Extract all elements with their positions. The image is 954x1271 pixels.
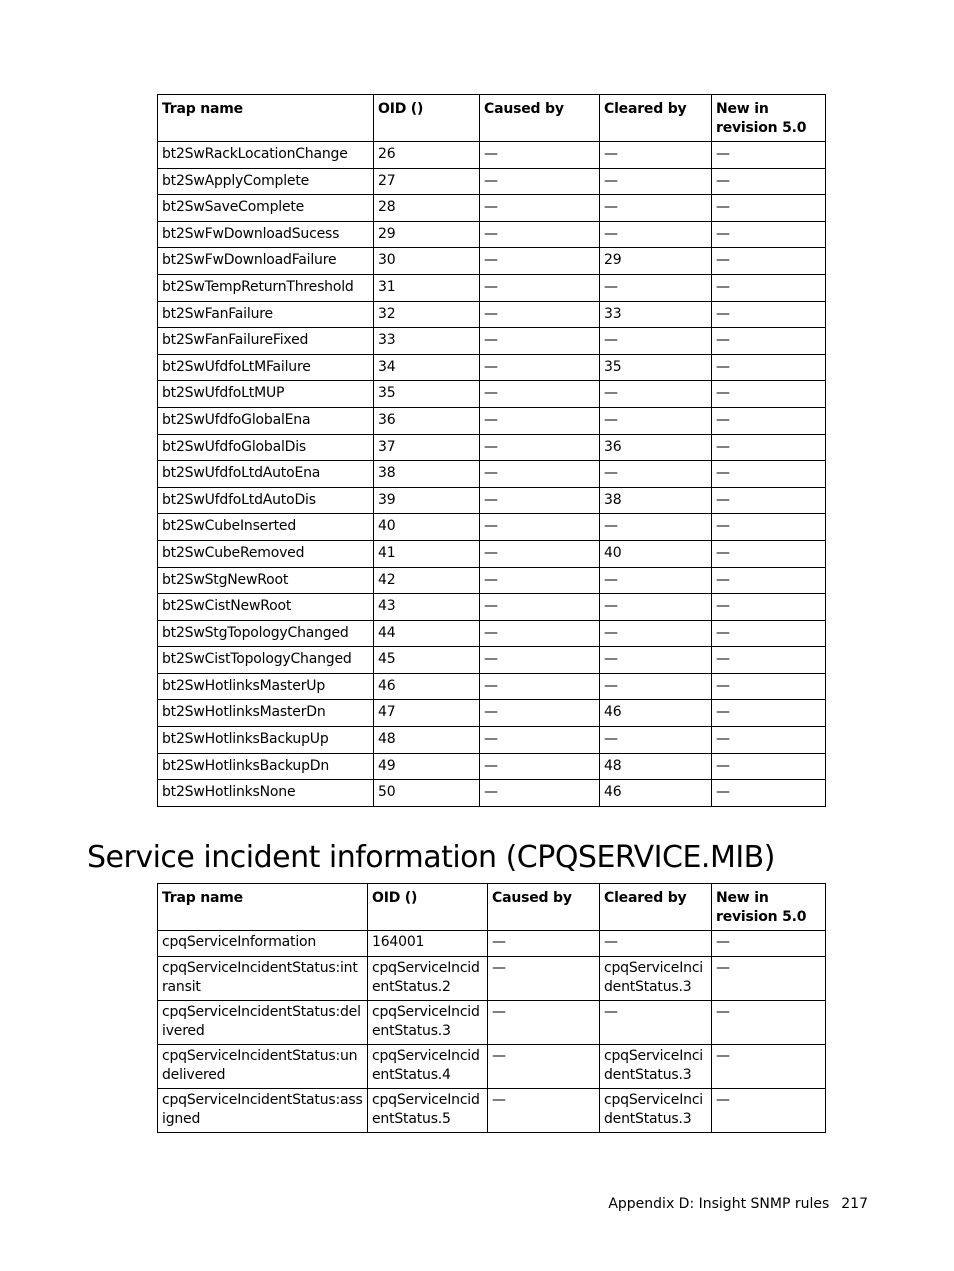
table-row	[158, 1089, 826, 1133]
cell-caused-by: —	[488, 1089, 600, 1133]
cell-oid: cpqServiceIncidentStatus.5	[368, 1089, 488, 1133]
cell-oid: 27	[374, 168, 480, 195]
header-new-in-revision: New in revision 5.0	[712, 95, 826, 142]
cell-trap-name: bt2SwUfdfoLtdAutoEna	[158, 461, 374, 488]
cell-cleared-by: —	[600, 274, 712, 301]
cell-trap-name: bt2SwUfdfoLtdAutoDis	[158, 487, 374, 514]
table-row	[158, 248, 826, 275]
cell-trap-name: bt2SwFwDownloadFailure	[158, 248, 374, 275]
cell-caused-by: —	[480, 540, 600, 567]
cell-cleared-by: —	[600, 673, 712, 700]
table-row	[158, 301, 826, 328]
cell-caused-by: —	[480, 221, 600, 248]
table-row	[158, 274, 826, 301]
cell-oid: 31	[374, 274, 480, 301]
cell-new-in-revision: —	[712, 673, 826, 700]
header-trap-name: Trap name	[158, 884, 368, 931]
cell-trap-name: bt2SwHotlinksBackupDn	[158, 753, 374, 780]
cell-cleared-by: 29	[600, 248, 712, 275]
cell-new-in-revision: —	[712, 195, 826, 222]
cell-caused-by: —	[480, 780, 600, 807]
cell-cleared-by: 48	[600, 753, 712, 780]
page-number: 217	[841, 1196, 868, 1212]
cell-oid: 40	[374, 514, 480, 541]
table-row	[158, 594, 826, 621]
cell-trap-name: cpqServiceIncidentStatus:assigned	[158, 1089, 368, 1133]
cell-trap-name: cpqServiceIncidentStatus:undelivered	[158, 1045, 368, 1089]
header-oid: OID ()	[374, 95, 480, 142]
cell-cleared-by: cpqServiceIncidentStatus.3	[600, 1045, 712, 1089]
cell-oid: 33	[374, 328, 480, 355]
cell-oid: 50	[374, 780, 480, 807]
cell-trap-name: bt2SwFwDownloadSucess	[158, 221, 374, 248]
cell-new-in-revision: —	[712, 753, 826, 780]
cell-cleared-by: —	[600, 647, 712, 674]
table-row	[158, 753, 826, 780]
cell-oid: 48	[374, 727, 480, 754]
table-row	[158, 620, 826, 647]
cell-oid: 36	[374, 407, 480, 434]
cell-trap-name: bt2SwCistNewRoot	[158, 594, 374, 621]
cell-caused-by: —	[488, 1001, 600, 1045]
cell-cleared-by: 35	[600, 354, 712, 381]
cell-trap-name: bt2SwFanFailure	[158, 301, 374, 328]
cell-new-in-revision: —	[712, 328, 826, 355]
cell-oid: 43	[374, 594, 480, 621]
table-row	[158, 700, 826, 727]
cell-caused-by: —	[480, 487, 600, 514]
cell-caused-by: —	[488, 931, 600, 957]
table-row	[158, 727, 826, 754]
cell-trap-name: bt2SwUfdfoLtMFailure	[158, 354, 374, 381]
table-row	[158, 142, 826, 169]
cell-trap-name: bt2SwHotlinksNone	[158, 780, 374, 807]
cell-trap-name: cpqServiceIncidentStatus:delivered	[158, 1001, 368, 1045]
cell-oid: 47	[374, 700, 480, 727]
cell-new-in-revision: —	[712, 594, 826, 621]
trap-table-cpqservice	[157, 883, 826, 1133]
table-row	[158, 381, 826, 408]
cell-oid: 29	[374, 221, 480, 248]
cell-cleared-by: —	[600, 195, 712, 222]
cell-cleared-by: —	[600, 567, 712, 594]
cell-caused-by: —	[480, 673, 600, 700]
table-row	[158, 407, 826, 434]
header-cleared-by: Cleared by	[600, 95, 712, 142]
cell-caused-by: —	[480, 700, 600, 727]
cell-trap-name: bt2SwUfdfoLtMUP	[158, 381, 374, 408]
cell-cleared-by: —	[600, 1001, 712, 1045]
cell-cleared-by: —	[600, 328, 712, 355]
table-row	[158, 673, 826, 700]
cell-oid: 28	[374, 195, 480, 222]
cell-trap-name: bt2SwCistTopologyChanged	[158, 647, 374, 674]
cell-oid: 26	[374, 142, 480, 169]
header-new-in-revision: New in revision 5.0	[712, 884, 826, 931]
cell-cleared-by: —	[600, 221, 712, 248]
cell-trap-name: bt2SwApplyComplete	[158, 168, 374, 195]
cell-new-in-revision: —	[712, 567, 826, 594]
cell-new-in-revision: —	[712, 540, 826, 567]
cell-trap-name: bt2SwTempReturnThreshold	[158, 274, 374, 301]
cell-trap-name: cpqServiceIncidentStatus:intransit	[158, 957, 368, 1001]
cell-oid: 45	[374, 647, 480, 674]
cell-oid: 42	[374, 567, 480, 594]
cell-caused-by: —	[480, 168, 600, 195]
cell-caused-by: —	[480, 142, 600, 169]
cell-cleared-by: —	[600, 620, 712, 647]
cell-oid: 44	[374, 620, 480, 647]
cell-caused-by: —	[480, 620, 600, 647]
cell-oid: 39	[374, 487, 480, 514]
cell-oid: 41	[374, 540, 480, 567]
cell-oid: cpqServiceIncidentStatus.2	[368, 957, 488, 1001]
table-row	[158, 540, 826, 567]
cell-new-in-revision: —	[712, 142, 826, 169]
table-row	[158, 461, 826, 488]
cell-new-in-revision: —	[712, 700, 826, 727]
cell-new-in-revision: —	[712, 461, 826, 488]
cell-new-in-revision: —	[712, 931, 826, 957]
cell-oid: 35	[374, 381, 480, 408]
table-row	[158, 514, 826, 541]
cell-trap-name: bt2SwStgNewRoot	[158, 567, 374, 594]
cell-cleared-by: 36	[600, 434, 712, 461]
cell-trap-name: bt2SwStgTopologyChanged	[158, 620, 374, 647]
cell-new-in-revision: —	[712, 620, 826, 647]
table-row	[158, 354, 826, 381]
cell-oid: cpqServiceIncidentStatus.3	[368, 1001, 488, 1045]
cell-trap-name: bt2SwCubeInserted	[158, 514, 374, 541]
table-header-row	[158, 884, 826, 931]
cell-cleared-by: 33	[600, 301, 712, 328]
cell-new-in-revision: —	[712, 381, 826, 408]
cell-new-in-revision: —	[712, 274, 826, 301]
cell-caused-by: —	[480, 461, 600, 488]
table-row	[158, 957, 826, 1001]
cell-caused-by: —	[480, 381, 600, 408]
cell-trap-name: cpqServiceInformation	[158, 931, 368, 957]
cell-new-in-revision: —	[712, 487, 826, 514]
cell-new-in-revision: —	[712, 957, 826, 1001]
cell-new-in-revision: —	[712, 514, 826, 541]
cell-new-in-revision: —	[712, 780, 826, 807]
table-row	[158, 567, 826, 594]
cell-caused-by: —	[480, 727, 600, 754]
footer-text: Appendix D: Insight SNMP rules	[608, 1196, 830, 1212]
cell-trap-name: bt2SwUfdfoGlobalDis	[158, 434, 374, 461]
cell-trap-name: bt2SwHotlinksMasterDn	[158, 700, 374, 727]
cell-cleared-by: cpqServiceIncidentStatus.3	[600, 957, 712, 1001]
table-row	[158, 780, 826, 807]
cell-new-in-revision: —	[712, 1089, 826, 1133]
cell-cleared-by: —	[600, 381, 712, 408]
cell-new-in-revision: —	[712, 301, 826, 328]
cell-caused-by: —	[480, 301, 600, 328]
cell-oid: 164001	[368, 931, 488, 957]
cell-new-in-revision: —	[712, 168, 826, 195]
cell-trap-name: bt2SwRackLocationChange	[158, 142, 374, 169]
cell-cleared-by: —	[600, 142, 712, 169]
cell-new-in-revision: —	[712, 221, 826, 248]
header-cleared-by: Cleared by	[600, 884, 712, 931]
cell-caused-by: —	[480, 248, 600, 275]
trap-table-bt2sw	[157, 94, 826, 807]
cell-trap-name: bt2SwFanFailureFixed	[158, 328, 374, 355]
cell-oid: 38	[374, 461, 480, 488]
cell-caused-by: —	[480, 514, 600, 541]
cell-new-in-revision: —	[712, 1001, 826, 1045]
cell-oid: 32	[374, 301, 480, 328]
table-row	[158, 647, 826, 674]
cell-oid: 34	[374, 354, 480, 381]
table-row	[158, 328, 826, 355]
cell-new-in-revision: —	[712, 407, 826, 434]
cell-cleared-by: 46	[600, 700, 712, 727]
table-row	[158, 195, 826, 222]
cell-caused-by: —	[480, 567, 600, 594]
cell-caused-by: —	[480, 328, 600, 355]
header-caused-by: Caused by	[480, 95, 600, 142]
cell-caused-by: —	[488, 957, 600, 1001]
header-caused-by: Caused by	[488, 884, 600, 931]
header-trap-name: Trap name	[158, 95, 374, 142]
cell-caused-by: —	[480, 274, 600, 301]
cell-caused-by: —	[480, 195, 600, 222]
cell-cleared-by: 46	[600, 780, 712, 807]
table-row	[158, 1045, 826, 1089]
table-row	[158, 221, 826, 248]
cell-oid: 30	[374, 248, 480, 275]
cell-cleared-by: —	[600, 168, 712, 195]
cell-trap-name: bt2SwHotlinksBackupUp	[158, 727, 374, 754]
cell-caused-by: —	[480, 753, 600, 780]
cell-new-in-revision: —	[712, 248, 826, 275]
cell-cleared-by: —	[600, 461, 712, 488]
table-row	[158, 168, 826, 195]
cell-cleared-by: —	[600, 594, 712, 621]
cell-caused-by: —	[480, 647, 600, 674]
page-footer	[608, 1194, 868, 1214]
cell-cleared-by: —	[600, 931, 712, 957]
cell-oid: 49	[374, 753, 480, 780]
cell-new-in-revision: —	[712, 727, 826, 754]
cell-cleared-by: —	[600, 407, 712, 434]
cell-trap-name: bt2SwSaveComplete	[158, 195, 374, 222]
cell-cleared-by: cpqServiceIncidentStatus.3	[600, 1089, 712, 1133]
cell-cleared-by: 38	[600, 487, 712, 514]
cell-new-in-revision: —	[712, 434, 826, 461]
cell-oid: 46	[374, 673, 480, 700]
cell-new-in-revision: —	[712, 1045, 826, 1089]
header-oid: OID ()	[368, 884, 488, 931]
cell-trap-name: bt2SwUfdfoGlobalEna	[158, 407, 374, 434]
table-row	[158, 931, 826, 957]
cell-trap-name: bt2SwHotlinksMasterUp	[158, 673, 374, 700]
cell-trap-name: bt2SwCubeRemoved	[158, 540, 374, 567]
cell-caused-by: —	[480, 407, 600, 434]
table-header-row	[158, 95, 826, 142]
cell-caused-by: —	[480, 434, 600, 461]
cell-cleared-by: 40	[600, 540, 712, 567]
cell-caused-by: —	[480, 594, 600, 621]
section-heading: Service incident information (CPQSERVICE.MIB)	[87, 840, 775, 875]
cell-cleared-by: —	[600, 514, 712, 541]
cell-cleared-by: —	[600, 727, 712, 754]
cell-new-in-revision: —	[712, 354, 826, 381]
table-row	[158, 1001, 826, 1045]
cell-new-in-revision: —	[712, 647, 826, 674]
table-row	[158, 434, 826, 461]
cell-caused-by: —	[480, 354, 600, 381]
cell-oid: cpqServiceIncidentStatus.4	[368, 1045, 488, 1089]
cell-caused-by: —	[488, 1045, 600, 1089]
cell-oid: 37	[374, 434, 480, 461]
table-row	[158, 487, 826, 514]
